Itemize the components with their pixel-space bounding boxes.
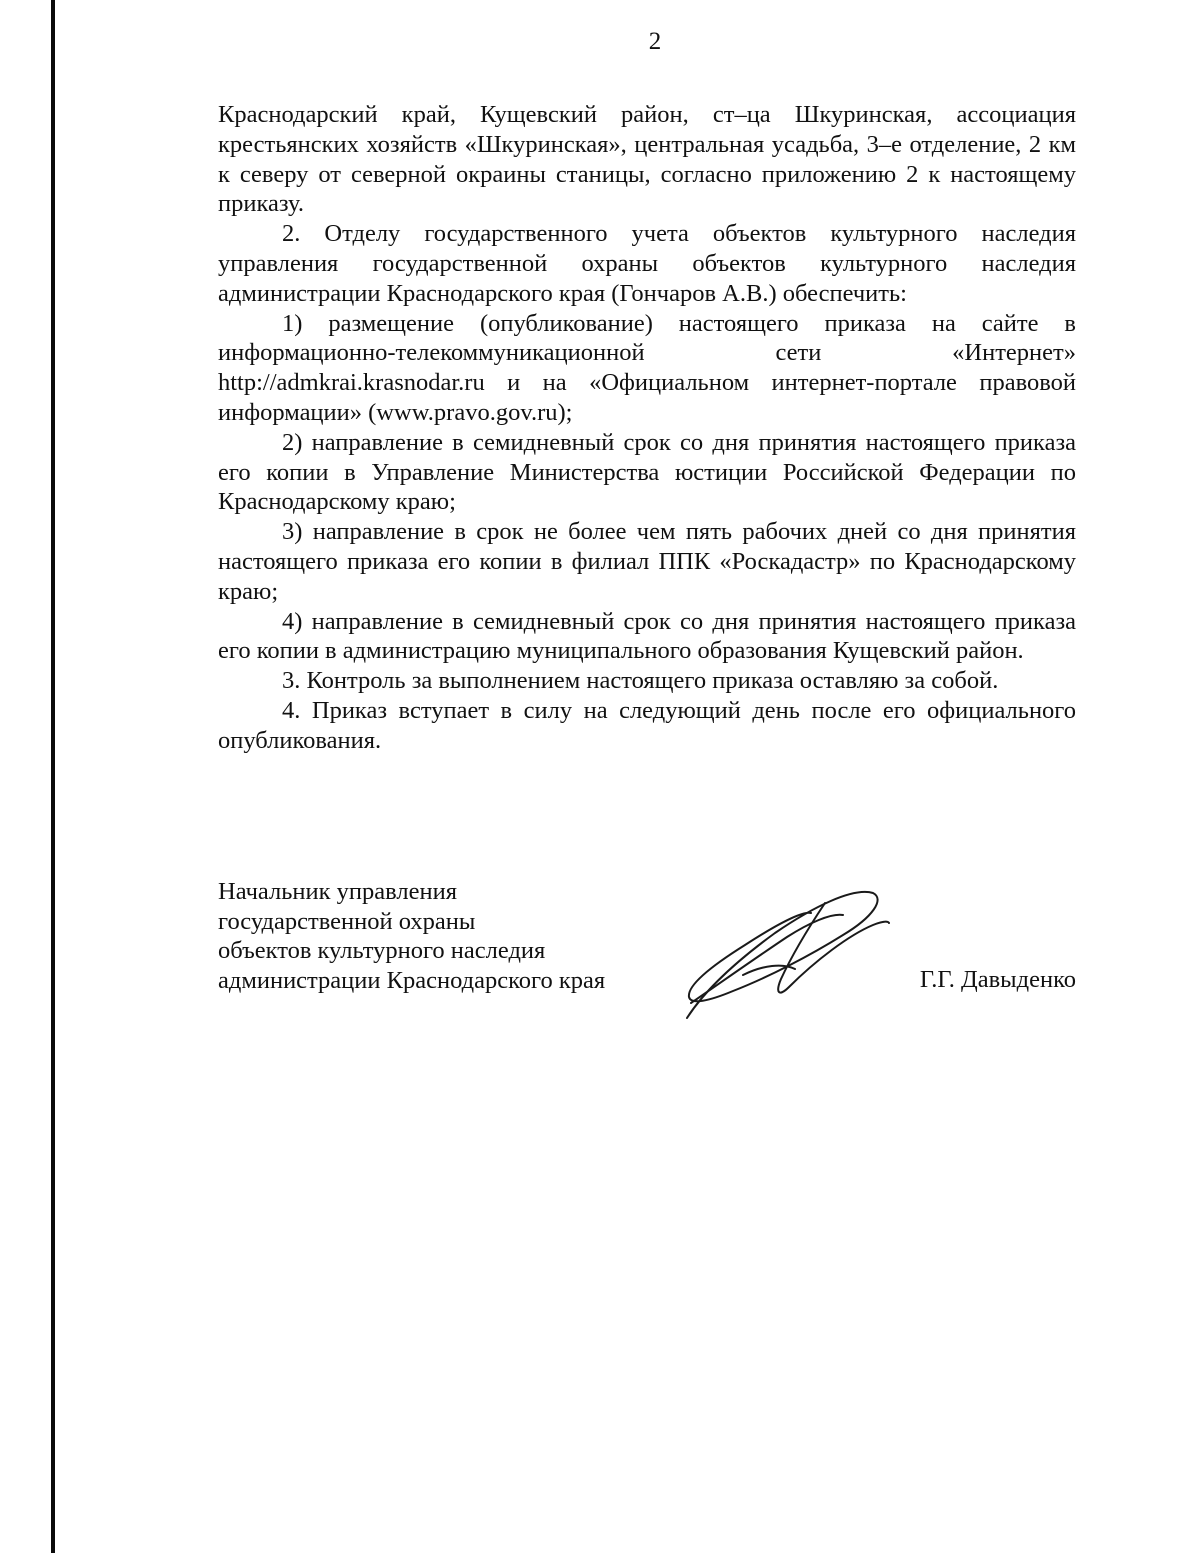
signer-name: Г.Г. Давыденко bbox=[919, 966, 1076, 993]
page-number: 2 bbox=[648, 28, 662, 55]
document-body bbox=[218, 100, 1076, 756]
signer-position-line: администрации Краснодарского края bbox=[218, 966, 606, 994]
signer-position bbox=[218, 877, 605, 995]
paragraph-subitem-4: 4) направление в семидневный срок со дня принятия настоящего приказа его копии в администрацию муниципального образования Кущевский район. bbox=[218, 607, 1076, 665]
paragraph-subitem-3: 3) направление в срок не более чем пять рабочих дней со дня принятия настоящего приказа его копии в филиал ППК «Роскадастр» по Краснодарскому краю; bbox=[218, 518, 1076, 605]
paragraph-item-3: 3. Контроль за выполнением настоящего приказа оставляю за собой. bbox=[282, 667, 999, 695]
signature-strokes bbox=[687, 892, 889, 1018]
signer-position-line: объектов культурного наследия bbox=[218, 937, 546, 964]
paragraph-item-4: 4. Приказ вступает в силу на следующий день после его официального опубликования. bbox=[218, 696, 1076, 754]
paragraph-item-2: 2. Отделу государственного учета объектов культурного наследия управления государственной охраны объектов культурного наследия администрации Краснодарского края (Гончаров А.В.) обеспечить: bbox=[218, 220, 1076, 307]
scan-edge-border bbox=[51, 0, 55, 1553]
signature-block bbox=[218, 877, 1076, 1027]
paragraph-subitem-2: 2) направление в семидневный срок со дня принятия настоящего приказа его копии в Управление Министерства юстиции Российской Федерации по Краснодарскому краю; bbox=[218, 428, 1076, 516]
signer-position-line: Начальник управления bbox=[218, 878, 457, 905]
handwritten-signature bbox=[683, 883, 898, 1023]
signer-position-line: государственной охраны bbox=[218, 907, 476, 935]
paragraph-subitem-1: 1) размещение (опубликование) настоящего приказа на сайте в информационно-телекоммуникационной сети «Интернет» http://admkrai.krasnodar.ru и на «Официальном интернет-портале правовой информации» (www.pravo.gov.ru); bbox=[218, 309, 1076, 426]
paragraph-address: Краснодарский край, Кущевский район, ст–ца Шкуринская, ассоциация крестьянских хозяйств «Шкуринская», центральная усадьба, 3–е отделение, 2 км к северу от северной окраины станицы, согласно приложению 2 к настоящему приказу. bbox=[218, 101, 1076, 218]
